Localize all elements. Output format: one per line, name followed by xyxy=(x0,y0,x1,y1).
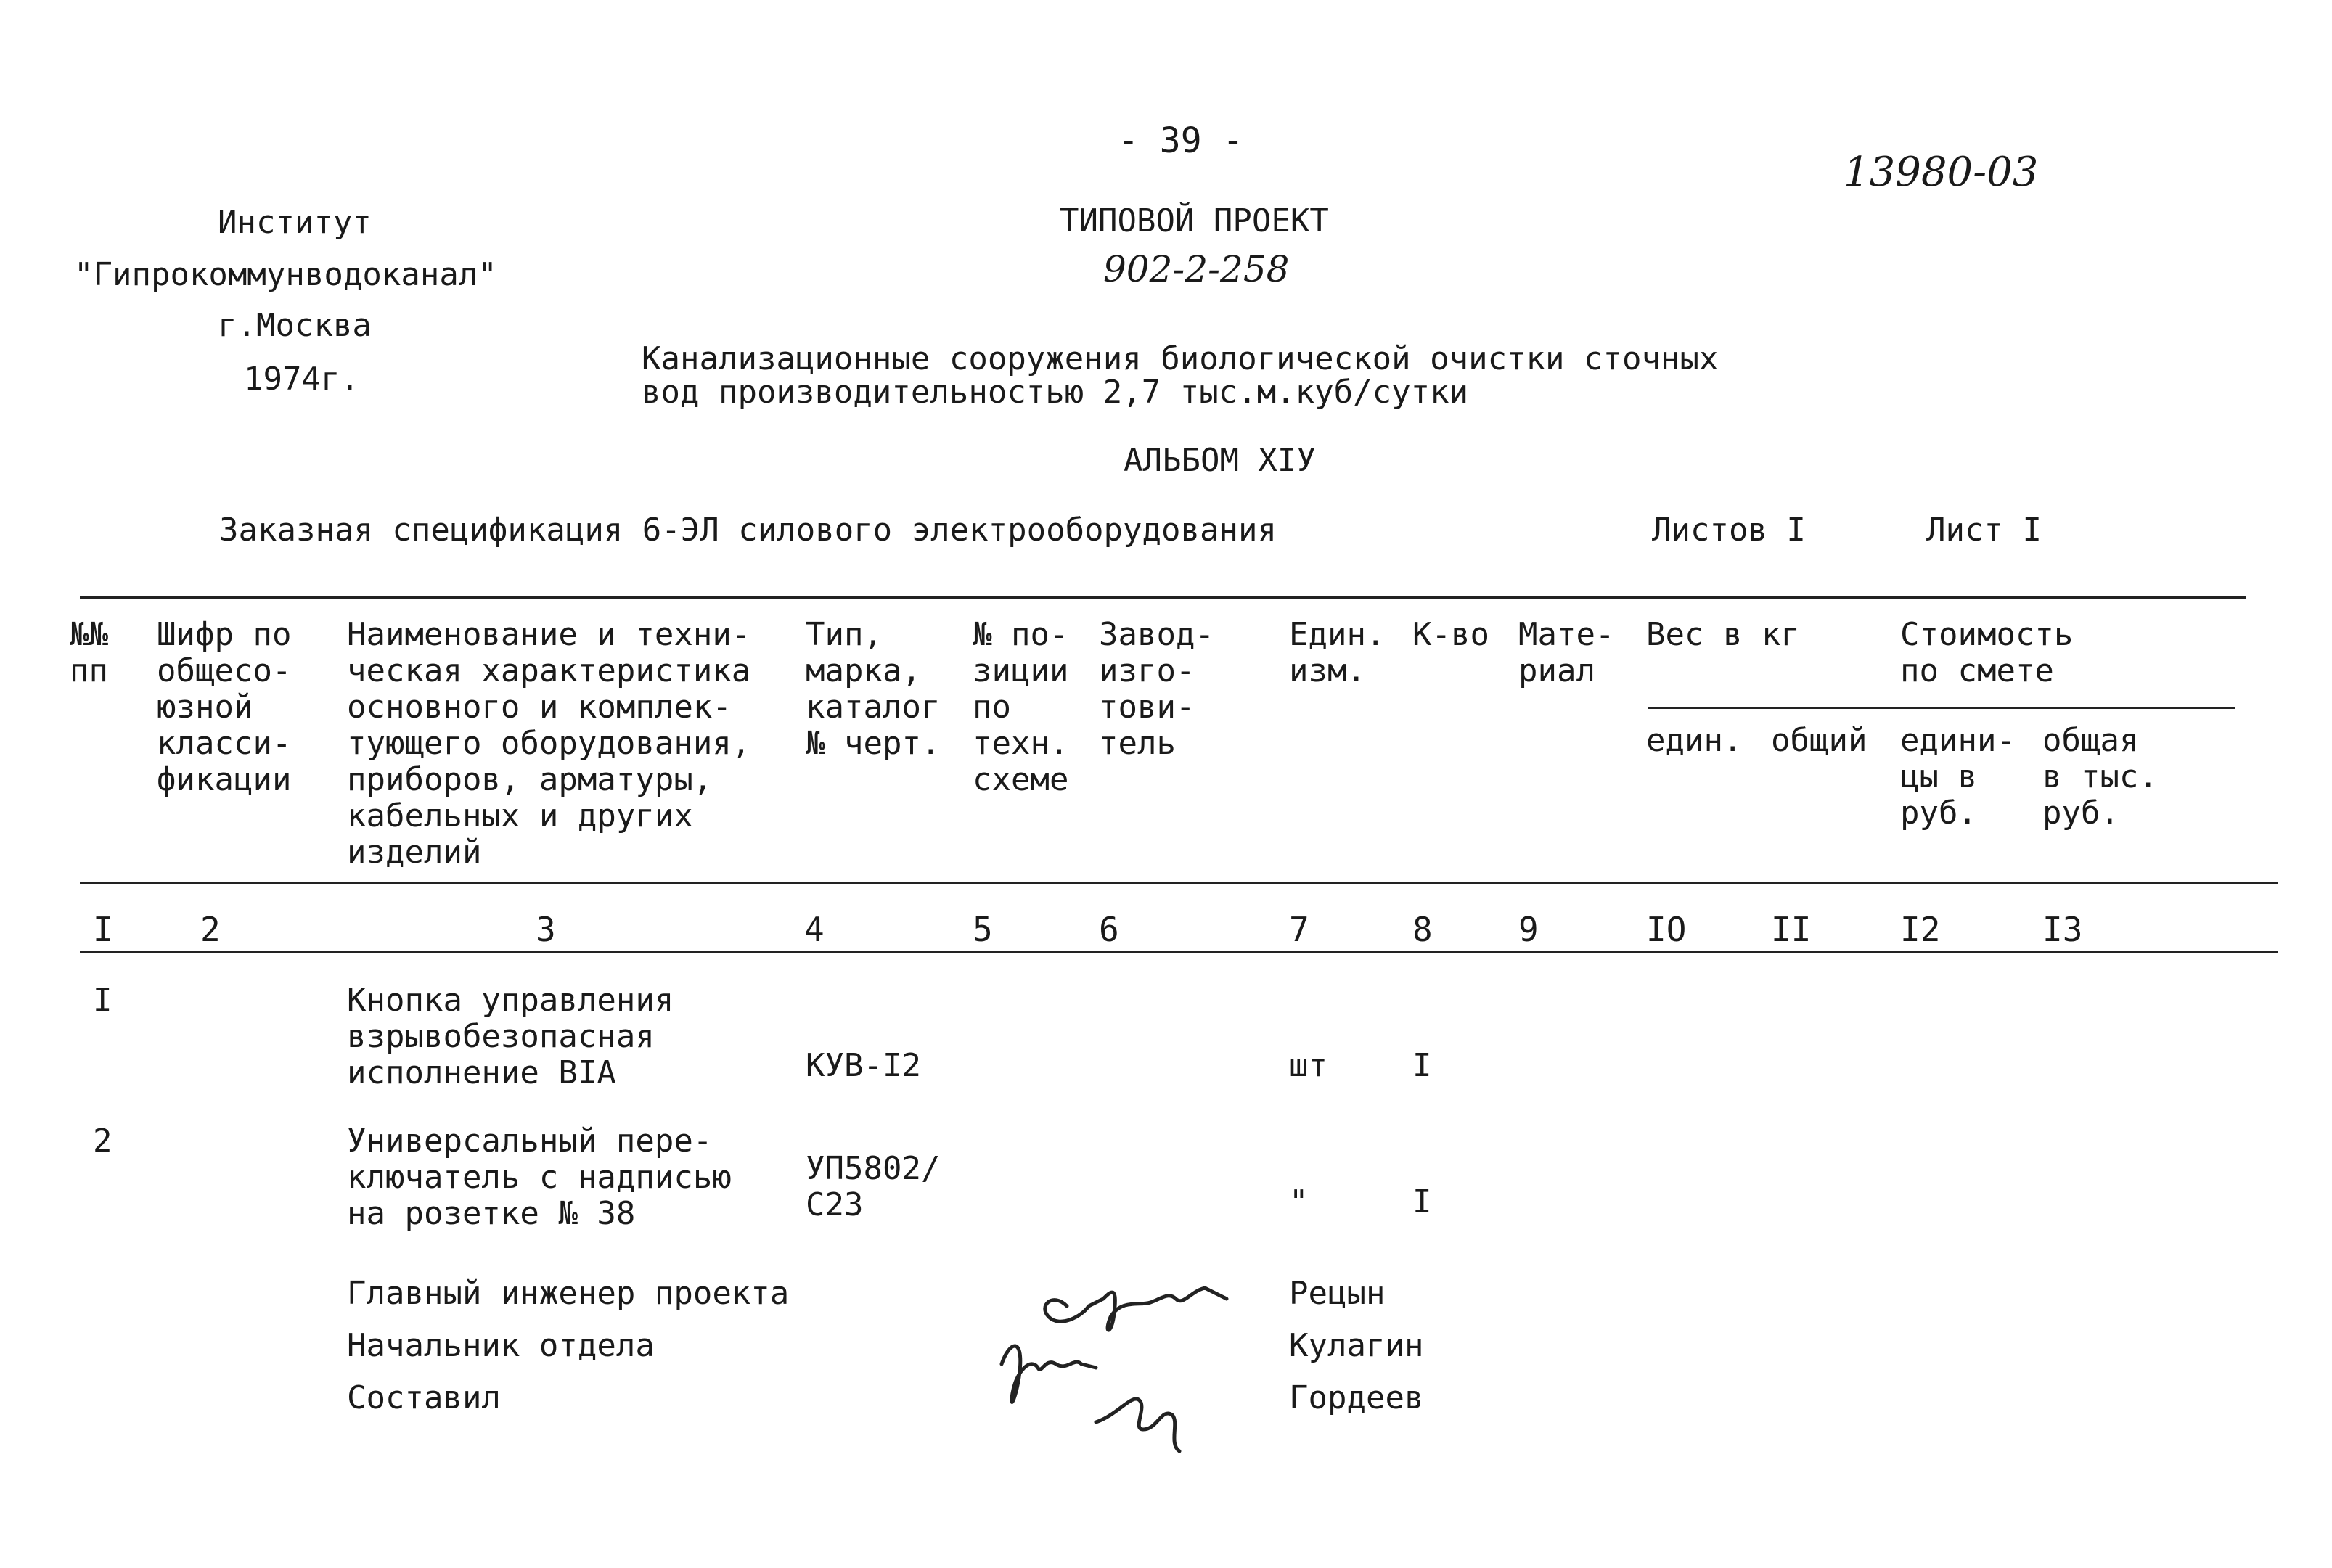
sheets-total: Листов I xyxy=(1652,512,1806,549)
header-quantity: К-во xyxy=(1412,616,1489,653)
row-item-name: Кнопка управления взрывобезопасная исполнение ВIА xyxy=(347,982,674,1091)
project-label: ТИПОВОЙ ПРОЕКТ xyxy=(1060,202,1329,239)
column-number: 8 xyxy=(1412,910,1433,949)
header-weight-unit: един. xyxy=(1646,722,1743,759)
signature-role: Составил xyxy=(347,1379,501,1416)
project-title-line2: вод производительностью 2,7 тыс.м.куб/сутки xyxy=(642,374,1469,411)
header-manufacturer: Завод- изго- тови- тель xyxy=(1099,616,1214,762)
header-material: Мате- риал xyxy=(1518,616,1615,689)
row-item-type: УП5802/ С23 xyxy=(806,1150,941,1223)
row-number: 2 xyxy=(93,1122,112,1159)
header-cost: Стоимость по смете xyxy=(1900,616,2074,689)
spec-title: Заказная спецификация 6-ЭЛ силового электрооборудования xyxy=(219,512,1277,549)
column-number: 7 xyxy=(1289,910,1309,949)
institute-name: "Гипрокоммунводоканал" xyxy=(74,256,497,293)
row-item-quantity: I xyxy=(1412,1183,1432,1220)
header-row-number: №№ пп xyxy=(70,616,108,689)
header-weight-total: общий xyxy=(1771,722,1867,759)
header-type: Тип, марка, каталог № черт. xyxy=(806,616,941,762)
header-weight: Вес в кг xyxy=(1646,616,1800,653)
column-number: 4 xyxy=(804,910,825,949)
table-top-rule xyxy=(80,596,2246,599)
row-item-type: КУВ-I2 xyxy=(806,1047,921,1084)
weight-cost-subheader-rule xyxy=(1648,707,2235,709)
header-classification-code: Шифр по общесо- юзной класси- фикации xyxy=(157,616,292,798)
page-number: - 39 - xyxy=(1118,120,1244,161)
header-unit: Един. изм. xyxy=(1289,616,1386,689)
header-bottom-rule xyxy=(80,882,2278,884)
row-item-quantity: I xyxy=(1412,1047,1432,1084)
column-number: I xyxy=(93,910,113,949)
header-item-name: Наименование и техни- ческая характеристика основного и комплек- тующего оборудования, приборов, арматуры, кабельных и других изделий xyxy=(347,616,751,871)
header-cost-unit: едини- цы в руб. xyxy=(1900,722,2016,832)
document-code: 13980-03 xyxy=(1844,149,2039,196)
sheet-number: Лист I xyxy=(1926,512,2042,549)
row-item-unit: " xyxy=(1289,1183,1309,1220)
row-item-unit: шт xyxy=(1289,1047,1327,1084)
signature-role: Главный инженер проекта xyxy=(347,1275,790,1312)
column-number: 2 xyxy=(200,910,221,949)
column-number: IO xyxy=(1646,910,1687,949)
album-title: АЛЬБОМ XIУ xyxy=(1124,442,1316,479)
signature-name: Рецын xyxy=(1289,1275,1386,1312)
column-number: I2 xyxy=(1900,910,1941,949)
header-position: № по- зиции по техн. схеме xyxy=(973,616,1069,798)
project-title-line1: Канализационные сооружения биологической очистки сточных xyxy=(642,340,1719,377)
project-number: 902-2-258 xyxy=(1103,248,1290,290)
column-number: 6 xyxy=(1099,910,1119,949)
handwritten-signatures xyxy=(987,1248,1277,1458)
header-cost-total: общая в тыс. руб. xyxy=(2042,722,2158,832)
column-number: I3 xyxy=(2042,910,2083,949)
column-number: 3 xyxy=(536,910,556,949)
column-number: 5 xyxy=(973,910,993,949)
signature-role: Начальник отдела xyxy=(347,1327,655,1364)
signature-name: Кулагин xyxy=(1289,1327,1424,1364)
column-number: 9 xyxy=(1518,910,1539,949)
institute-year: 1974г. xyxy=(244,361,359,398)
row-number: I xyxy=(93,982,112,1019)
row-item-name: Универсальный пере- ключатель с надписью на розетке № 38 xyxy=(347,1122,732,1232)
institute-label: Институт xyxy=(218,204,372,241)
column-number: II xyxy=(1771,910,1812,949)
signature-name: Гордеев xyxy=(1289,1379,1424,1416)
institute-city: г.Москва xyxy=(218,307,372,344)
column-numbers-rule xyxy=(80,951,2278,953)
